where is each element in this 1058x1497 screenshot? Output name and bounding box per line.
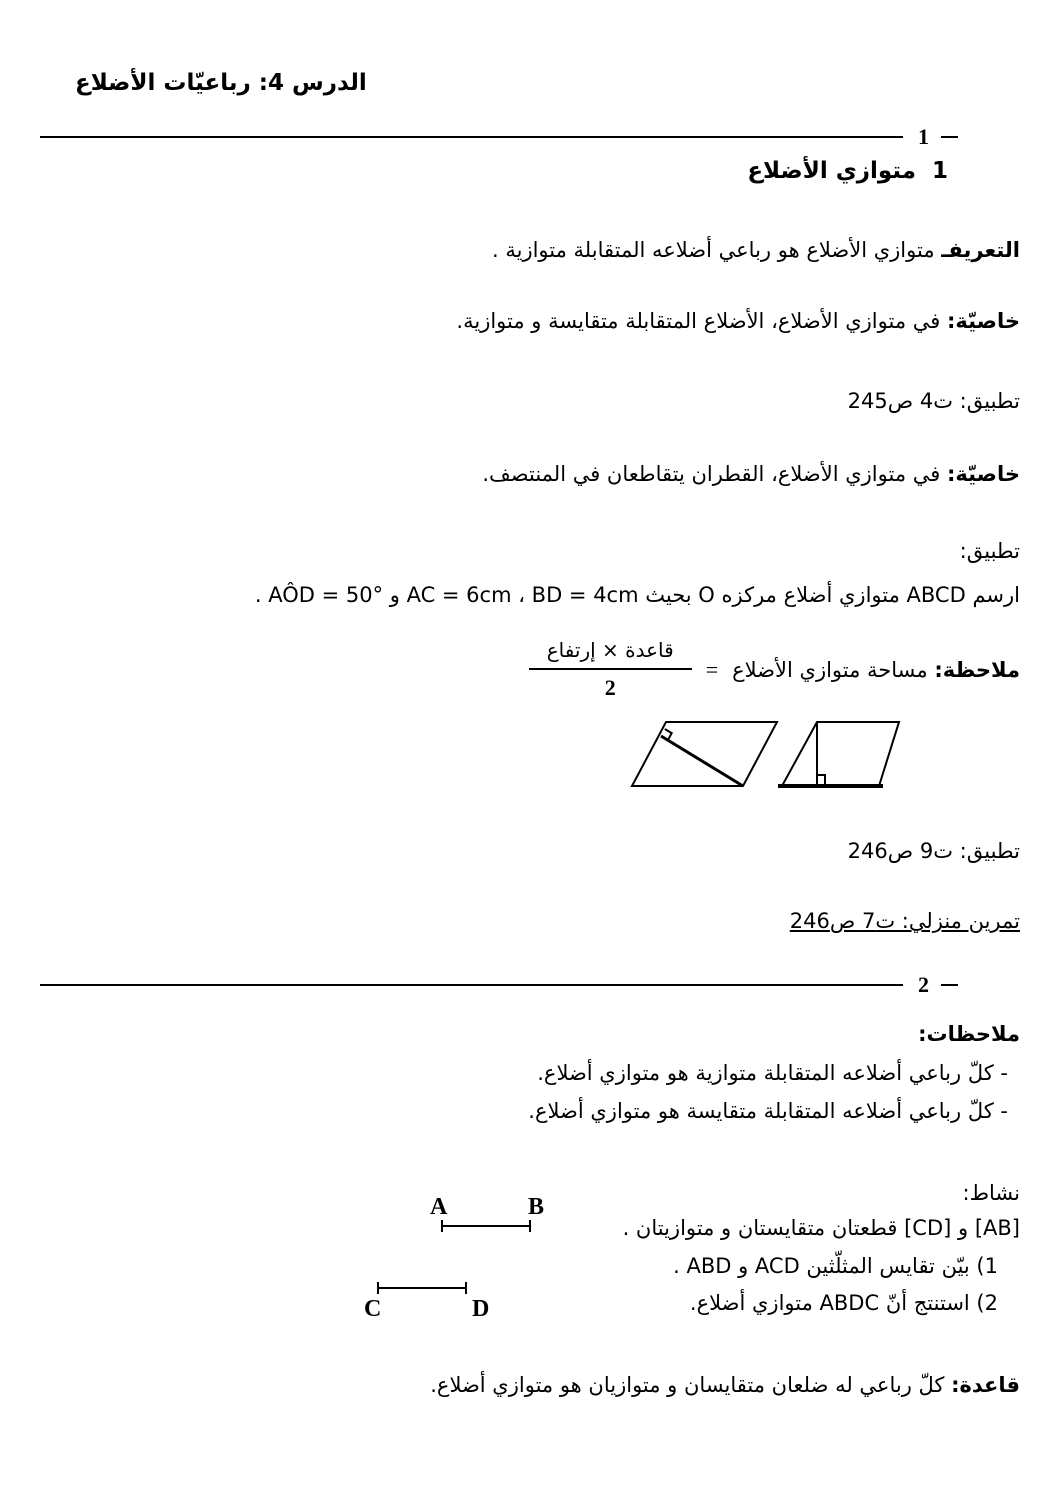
note-text: مساحة متوازي الأضلاع xyxy=(732,657,935,682)
section-divider-2 xyxy=(40,974,958,996)
equals-sign: = xyxy=(705,656,719,682)
activity-item-1: 1) بيّن تقايس المثلّثين ACD و ABD . xyxy=(673,1254,998,1278)
fraction-denominator: 2 xyxy=(604,675,616,700)
divider-number: 1 xyxy=(918,124,929,149)
right-angle-mark-right xyxy=(817,775,825,785)
definition-text: متوازي الأضلاع هو رباعي أضلاعه المتقابلة متوازية . xyxy=(491,238,942,262)
divider-line xyxy=(40,136,903,138)
property-text-1: في متوازي الأضلاع، الأضلاع المتقابلة متقايسة و متوازية. xyxy=(456,309,947,333)
application-label-2: تطبيق: xyxy=(959,539,1020,563)
construction-line: ارسم ABCD متوازي أضلاع مركزه O بحيث AC = 6cm ، BD = 4cm و AÔD = 50°‎ . xyxy=(254,583,1020,607)
parallelogram-left xyxy=(632,722,777,786)
heading-text: متوازي الأضلاع xyxy=(747,158,916,184)
point-label-b: B xyxy=(528,1194,545,1220)
notes-heading: ملاحظات: xyxy=(918,1022,1020,1046)
parallelogram-right xyxy=(782,722,899,786)
activity-intro: ‎[AB]‎ و ‎[CD]‎ قطعتان متقايستان و متوازيتان . xyxy=(622,1216,1020,1240)
property-line-1 xyxy=(456,308,1020,335)
fraction-numerator: قاعدة × إرتفاع xyxy=(529,638,692,670)
note-label: ملاحظة: xyxy=(934,657,1020,682)
property-text-2: في متوازي الأضلاع، القطران يتقاطعان في المنتصف. xyxy=(482,462,947,486)
application-line-1: تطبيق: ت4 ص245 xyxy=(847,389,1020,413)
activity-label: نشاط: xyxy=(962,1181,1020,1205)
point-label-a: A xyxy=(430,1194,448,1220)
application-line-3: تطبيق: ت9 ص246 xyxy=(847,839,1020,863)
divider-dash xyxy=(941,136,958,138)
note-line xyxy=(529,638,1020,701)
property-label-2: خاصيّة: xyxy=(946,462,1020,486)
definition-label: التعريفـ xyxy=(941,238,1020,262)
activity-item-2: 2) استنتج أنّ ABDC متوازي أضلاع. xyxy=(689,1291,998,1315)
section-divider-1 xyxy=(40,126,958,148)
property-line-2 xyxy=(482,461,1020,488)
note-bullet-1: - كلّ رباعي أضلاعه المتقابلة متوازية هو متوازي أضلاع. xyxy=(537,1061,1008,1085)
divider-dash xyxy=(941,984,958,986)
rule-text: كلّ رباعي له ضلعان متقايسان و متوازيان هو متوازي أضلاع. xyxy=(430,1373,952,1397)
point-label-d: D xyxy=(472,1296,490,1320)
section-heading xyxy=(747,158,948,184)
height-line-oblique xyxy=(661,736,743,786)
property-label-1: خاصيّة: xyxy=(946,309,1020,333)
definition-line xyxy=(492,237,1020,264)
point-label-c: C xyxy=(364,1296,382,1320)
rule-label: قاعدة: xyxy=(951,1373,1020,1397)
segments-figure xyxy=(350,1190,560,1320)
area-fraction xyxy=(529,638,692,701)
lesson-title: الدرس 4: رباعيّات الأضلاع xyxy=(75,70,367,96)
parallelogram-figures xyxy=(612,706,912,798)
rule-line xyxy=(430,1372,1020,1399)
heading-number: 1 xyxy=(931,158,948,184)
divider-line xyxy=(40,984,903,986)
divider-number: 2 xyxy=(918,972,929,997)
note-bullet-2: - كلّ رباعي أضلاعه المتقابلة متقايسة هو متوازي أضلاع. xyxy=(528,1099,1008,1123)
homework-line: تمرين منزلي: ت7 ص246 xyxy=(789,909,1020,933)
